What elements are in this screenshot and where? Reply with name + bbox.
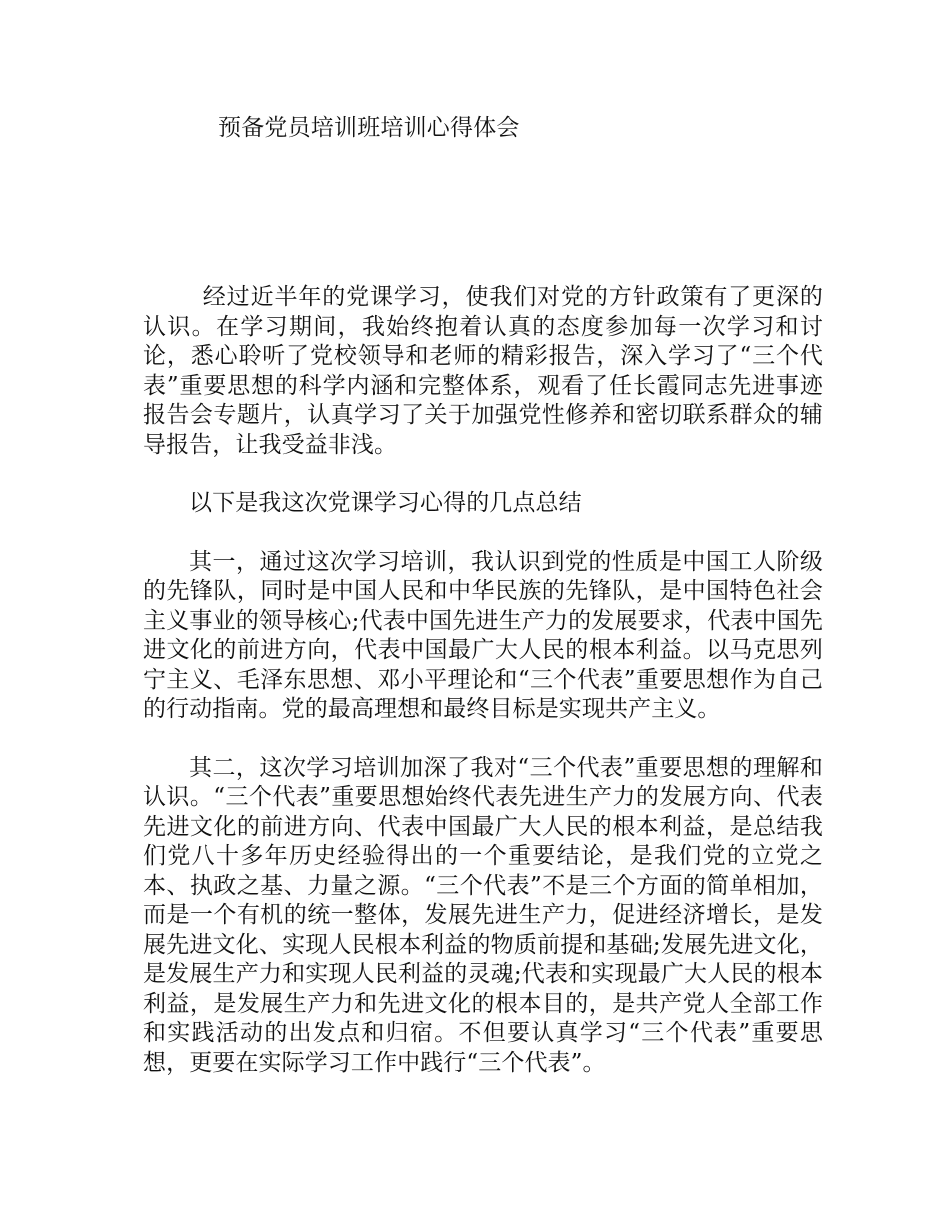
paragraph-gap [143, 725, 823, 754]
document-title: 预备党员培训班培训心得体会 [218, 115, 520, 141]
paragraph-intro: 经过近半年的党课学习，使我们对党的方针政策有了更深的认识。在学习期间，我始终抱着认真的态度参加每一次学习和讨论，悉心聆听了党校领导和老师的精彩报告，深入学习了“三个代表”重要思想的科学内涵和完整体系，观看了任长霞同志先进事迹报告会专题片，认真学习了关于加强党性修养和密切联系群众的辅导报告，让我受益非浅。 [143, 284, 823, 458]
paragraph-point-one: 其一，通过这次学习培训，我认识到党的性质是中国工人阶级的先锋队，同时是中国人民和中华民族的先锋队，是中国特色社会主义事业的领导核心;代表中国先进生产力的发展要求，代表中国先进文化的前进方向，代表中国最广大人民的根本利益。以马克思列宁主义、毛泽东思想、邓小平理论和“三个代表”重要思想作为自己的行动指南。党的最高理想和最终目标是实现共产主义。 [143, 548, 823, 722]
paragraph-point-two: 其二，这次学习培训加深了我对“三个代表”重要思想的理解和认识。“三个代表”重要思想始终代表先进生产力的发展方向、代表先进文化的前进方向、代表中国最广大人民的根本利益，是总结我们党八十多年历史经验得出的一个重要结论，是我们党的立党之本、执政之基、力量之源。“三个代表”不是三个方面的简单相加，而是一个有机的统一整体，发展先进生产力，促进经济增长，是发展先进文化、实现人民根本利益的物质前提和基础;发展先进文化，是发展生产力和实现人民利益的灵魂;代表和实现最广大人民的根本利益，是发展生产力和先进文化的根本目的，是共产党人全部工作和实践活动的出发点和归宿。不但要认真学习“三个代表”重要思想，更要在实际学习工作中践行“三个代表”。 [143, 754, 823, 1076]
paragraph-gap [143, 519, 823, 548]
document-body [143, 283, 823, 1078]
paragraph-summary-heading: 以下是我这次党课学习心得的几点总结 [189, 490, 582, 516]
paragraph-gap [143, 460, 823, 489]
